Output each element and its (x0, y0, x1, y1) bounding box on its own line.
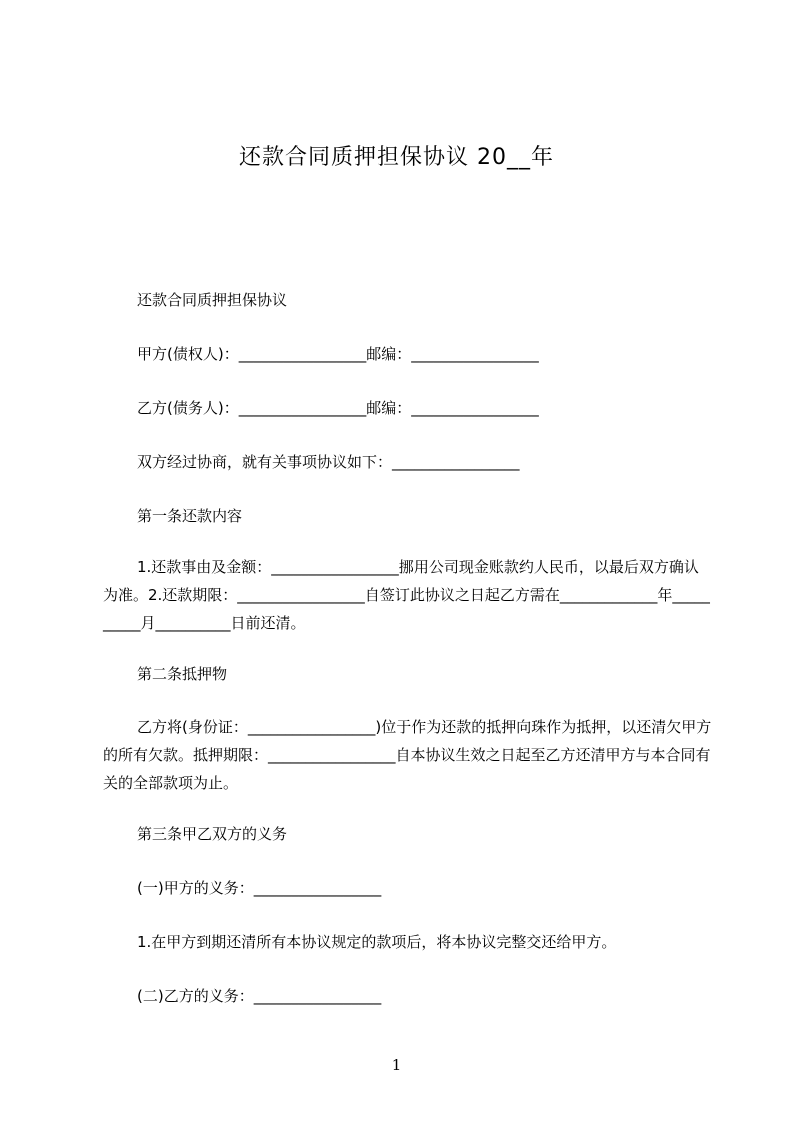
party-a-line: 甲方(债权人)：_________________邮编：_________________ (137, 345, 539, 363)
article-3-heading: 第三条甲乙双方的义务 (137, 825, 288, 843)
document-title: 还款合同质押担保协议 20__年 (239, 145, 554, 170)
article-2-paragraph: 乙方将(身份证：_________________)位于作为还款的抵押向珠作为抵押，以还清欠甲方的所有欠款。抵押期限：_________________自本协议生效之日起至乙方还清甲方与本合同有关的全部款项为止。 (103, 718, 712, 792)
article-2-heading: 第二条抵押物 (137, 665, 228, 683)
party-b-duty-heading: (二)乙方的义务：_________________ (137, 987, 382, 1005)
agreement-line: 双方经过协商，就有关事项协议如下：_________________ (137, 453, 520, 471)
subtitle: 还款合同质押担保协议 (137, 291, 288, 309)
party-a-duty-heading: (一)甲方的义务：_________________ (137, 879, 382, 897)
party-a-duty-item: 1.在甲方到期还清所有本协议规定的款项后，将本协议完整交还给甲方。 (137, 933, 617, 951)
article-1-paragraph: 1.还款事由及金额：_________________挪用公司现金账款约人民币，以最后双方确认为准。2.还款期限：_________________自签订此协议之日起乙方需在_____________年__________月__________日前还清。 (103, 558, 710, 632)
page-number: 1 (391, 1056, 402, 1074)
article-1-heading: 第一条还款内容 (137, 507, 243, 525)
party-b-line: 乙方(债务人)：_________________邮编：_________________ (137, 399, 539, 417)
